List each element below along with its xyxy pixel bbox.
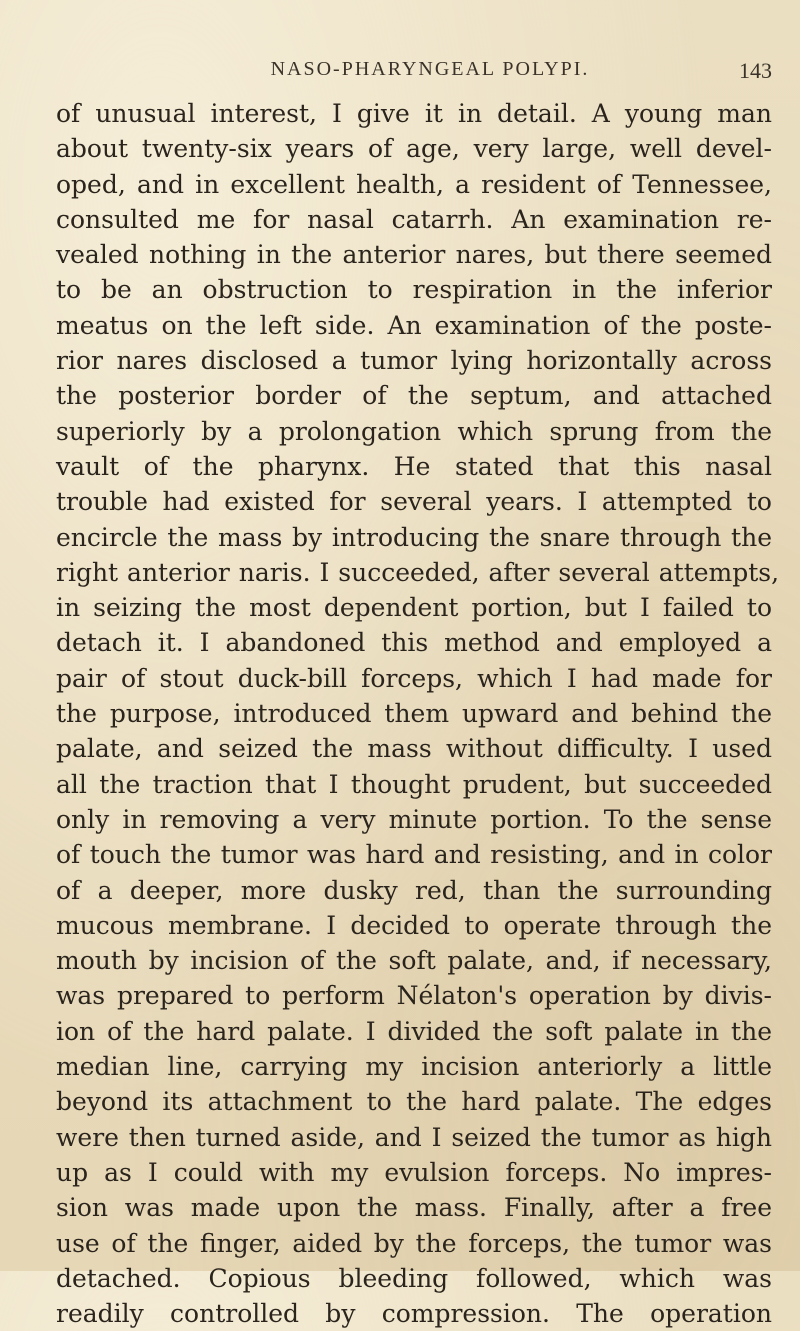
text-line: trouble had existed for several years. I attempted to [56,487,772,517]
page-number: 143 [739,58,772,83]
text-line: about twenty-six years of age, very large, well devel- [56,134,772,164]
body-text [56,96,780,1329]
text-line: mouth by incision of the soft palate, and, if necessary, [56,946,772,976]
text-line: of touch the tumor was hard and resisting, and in color [56,840,772,870]
running-head [60,58,772,88]
text-line: in seizing the most dependent portion, but I failed to [56,593,772,623]
text-line: ion of the hard palate. I divided the soft palate in the [56,1016,772,1046]
text-line: mucous membrane. I decided to operate through the [56,910,772,940]
text-line: the purpose, introduced them upward and behind the [56,699,772,729]
text-line: detached. Copious bleeding followed, which was [56,1263,772,1293]
text-line: the posterior border of the septum, and attached [56,381,772,411]
text-line: median line, carrying my incision anteriorly a little [56,1052,772,1082]
text-line: pair of stout duck-bill forceps, which I had made for [56,663,772,693]
text-line: vault of the pharynx. He stated that this nasal [56,451,772,481]
text-line: sion was made upon the mass. Finally, after a free [56,1193,772,1223]
text-line: was prepared to perform Nélaton's operation by divis- [56,981,772,1011]
text-line: right anterior naris. I succeeded, after several attempts, [56,557,780,587]
text-line: oped, and in excellent health, a resident of Tennessee, [56,169,772,199]
running-title: NASO-PHARYNGEAL POLYPI. [270,58,590,80]
text-line: were then turned aside, and I seized the tumor as high [56,1122,772,1152]
text-line: only in removing a very minute portion. To the sense [56,804,772,834]
text-line: readily controlled by compression. The operation [56,1299,772,1329]
text-line: to be an obstruction to respiration in the inferior [56,275,772,305]
text-line: up as I could with my evulsion forceps. No impres- [56,1157,772,1187]
text-line: superiorly by a prolongation which sprung from the [56,416,772,446]
text-line: encircle the mass by introducing the snare through the [56,522,772,552]
text-line: meatus on the left side. An examination of the poste- [56,310,772,340]
text-line: of a deeper, more dusky red, than the surrounding [56,875,772,905]
text-line: vealed nothing in the anterior nares, but there seemed [56,240,772,270]
text-line: palate, and seized the mass without difficulty. I used [56,734,772,764]
text-line: rior nares disclosed a tumor lying horizontally across [56,346,772,376]
text-line: use of the finger, aided by the forceps, the tumor was [56,1228,772,1258]
text-line: all the traction that I thought prudent, but succeeded [56,769,772,799]
text-line: consulted me for nasal catarrh. An examination re- [56,204,772,234]
text-line: detach it. I abandoned this method and employed a [56,628,772,658]
text-line: of unusual interest, I give it in detail. A young man [56,99,772,128]
text-line: beyond its attachment to the hard palate. The edges [56,1087,772,1117]
